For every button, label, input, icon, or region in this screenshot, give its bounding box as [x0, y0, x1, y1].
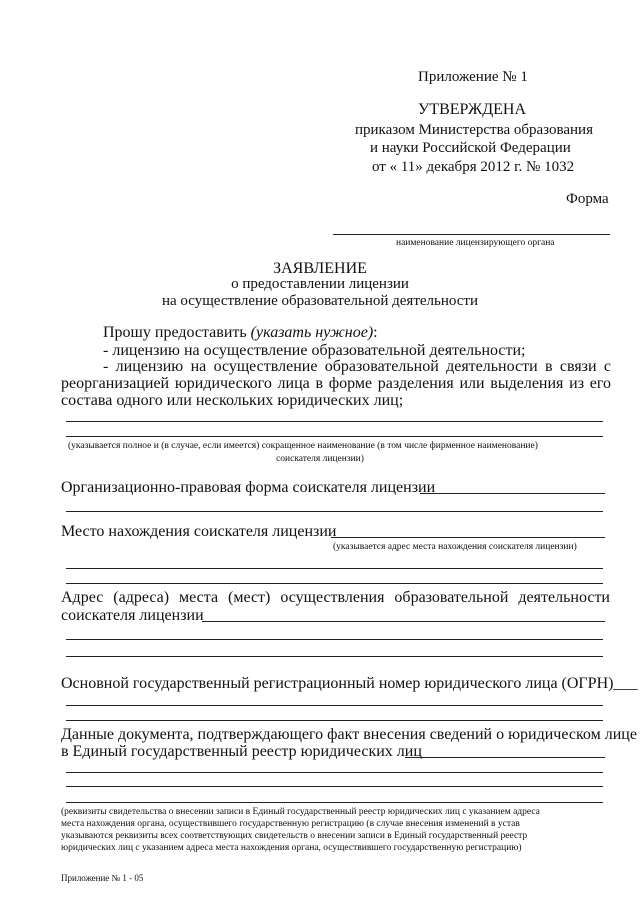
doc-caption-4: юридических лиц с указанием адреса места нахождения органа, осуществившего государственную регистрацию): [61, 843, 522, 853]
title-line-1: о предоставлении лицензии: [231, 276, 409, 292]
page-footer-label: Приложение № 1 - 05: [61, 873, 144, 883]
address-line-3[interactable]: [66, 656, 603, 657]
appendix-label: Приложение № 1: [418, 69, 528, 85]
request-intro-colon: :: [373, 324, 378, 341]
order-line-1: приказом Министерства образования: [355, 122, 593, 138]
ogrn-line-1[interactable]: [66, 705, 603, 706]
authority-name-line[interactable]: [333, 234, 610, 235]
org-form-field[interactable]: [420, 493, 605, 494]
doc-field[interactable]: [405, 757, 605, 758]
applicant-name-line-2[interactable]: [66, 436, 603, 437]
doc-line-4[interactable]: [66, 802, 603, 803]
doc-caption-3: указываются реквизиты всех соответствующих свидетельств о внесении записи в Единый государственный реестр: [61, 831, 528, 841]
option-license-reorg-line-2: реорганизацией юридического лица в форме разделения или выделения из его: [61, 375, 611, 392]
form-label: Форма: [566, 191, 609, 207]
request-intro-hint: (указать нужное): [250, 324, 374, 341]
location-label: Место нахождения соискателя лицензии: [61, 523, 337, 540]
location-line-3[interactable]: [66, 583, 603, 584]
doc-label-line-2: в Единый государственный реестр юридических лиц: [61, 743, 422, 760]
doc-caption-2: места нахождения органа, осуществившего государственную регистрацию (в случае внесения изменений в устав: [61, 819, 520, 829]
ogrn-label: Основной государственный регистрационный номер юридического лица (ОГРН)___: [61, 675, 638, 692]
doc-line-3[interactable]: [66, 786, 603, 787]
doc-label-line-1: Данные документа, подтверждающего факт внесения сведений о юридическом лице: [61, 726, 637, 743]
location-field[interactable]: [331, 537, 605, 538]
location-caption: (указывается адрес места нахождения соискателя лицензии): [333, 542, 577, 552]
document-title: ЗАЯВЛЕНИЕ: [273, 260, 367, 277]
address-label-line-1: Адрес (адреса) места (мест) осуществления образовательной деятельности: [61, 589, 610, 606]
title-line-2: на осуществление образовательной деятельности: [161, 293, 479, 309]
applicant-caption-1: (указывается полное и (в случае, если имеется) сокращенное наименование (в том числе фирменное наименование): [68, 441, 538, 451]
applicant-name-line-1[interactable]: [66, 421, 603, 422]
option-license-reorg-line-1[interactable]: - лицензию на осуществление образовательной деятельности в связи с: [103, 358, 611, 375]
doc-line-2[interactable]: [66, 772, 603, 773]
doc-caption-1: (реквизиты свидетельства о внесении записи в Единый государственный реестр юридических лиц с указанием адреса: [61, 807, 540, 817]
approved-label: УТВЕРЖДЕНА: [418, 101, 527, 118]
address-label-line-2: соискателя лицензии: [61, 607, 204, 624]
ogrn-line-2[interactable]: [66, 720, 603, 721]
org-form-line-2[interactable]: [66, 511, 603, 512]
address-line-2[interactable]: [66, 639, 603, 640]
location-line-2[interactable]: [66, 568, 603, 569]
option-license-reorg-line-3: состава одного или нескольких юридических лиц;: [61, 392, 404, 409]
option-license[interactable]: - лицензию на осуществление образовательной деятельности;: [103, 342, 526, 359]
org-form-label: Организационно-правовая форма соискателя лицензии: [61, 479, 436, 496]
address-field[interactable]: [202, 621, 605, 622]
applicant-caption-2: соискателя лицензии): [276, 454, 364, 464]
request-intro: [103, 323, 378, 342]
request-intro-text: Прошу предоставить: [103, 324, 251, 341]
authority-caption: наименование лицензирующего органа: [396, 238, 555, 248]
order-date: от « 11» декабря 2012 г. № 1032: [372, 159, 575, 175]
order-line-2: и науки Российской Федерации: [370, 140, 571, 156]
